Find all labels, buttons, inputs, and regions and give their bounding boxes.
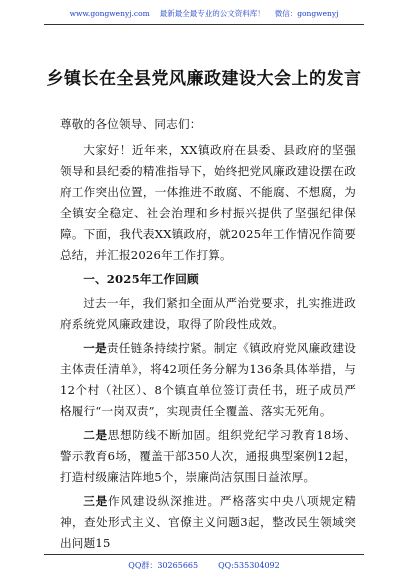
- header-website: www.gongwenyj.com: [69, 9, 150, 18]
- paragraph-intro: 大家好！近年来，XX镇政府在县委、县政府的坚强领导和县纪委的精准指导下，始终把党风廉政建设摆在政府工作突出位置，一体推进不敢腐、不能腐、不想腐，为全镇安全稳定、社会治理和乡村振兴提供了坚强纪律保障。下面，我代表XX镇政府，就2025年工作情况作简要总结，并汇报2026年工作打算。: [60, 143, 356, 262]
- salutation: 尊敬的各位领导、同志们：: [60, 117, 202, 131]
- paragraph-point-1: [60, 338, 356, 422]
- paragraph-point-2: [60, 425, 356, 488]
- header-divider: [44, 24, 364, 25]
- paragraph-point-3: [60, 491, 356, 554]
- point-3-lead: 三是: [83, 494, 109, 508]
- footer-banner: [0, 560, 408, 571]
- point-1-lead: 一是: [83, 341, 107, 355]
- header-banner: [0, 8, 408, 19]
- document-body: [60, 114, 356, 554]
- point-2-lead: 二是: [83, 428, 108, 442]
- section-heading-1: 一、2025年工作回顾: [83, 272, 199, 286]
- header-slogan: 最新最全最专业的公文资料库！: [159, 9, 265, 18]
- footer-qq-group: QQ群：30265665: [128, 561, 199, 570]
- footer-divider: [44, 554, 364, 555]
- footer-qq: QQ:535304092: [218, 561, 280, 570]
- paragraph-overview: 过去一年，我们紧扣全面从严治党要求，扎实推进政府系统党风廉政建设，取得了阶段性成效。: [60, 296, 356, 331]
- point-2-text: 思想防线不断加固。组织党纪学习教育18场、警示教育6场，覆盖干部350人次，通报典型案例12起，打造村级廉洁阵地5个，崇廉尚洁氛围日益浓厚。: [60, 428, 356, 484]
- header-wechat: 微信：gongwenyj: [274, 9, 339, 18]
- document-title: 乡镇长在全县党风廉政建设大会上的发言: [46, 69, 362, 89]
- point-1-text: 责任链条持续拧紧。制定《镇政府党风廉政建设主体责任清单》，将42项任务分解为136条具体举措，与12个村（社区）、8个镇直单位签订责任书，班子成员严格履行“一岗双责”，实现责任全覆盖、落实无死角。: [60, 341, 356, 418]
- point-3-text: 作风建设纵深推进。严格落实中央八项规定精神，查处形式主义、官僚主义问题3起，整改民生领域突出问题15: [60, 494, 356, 550]
